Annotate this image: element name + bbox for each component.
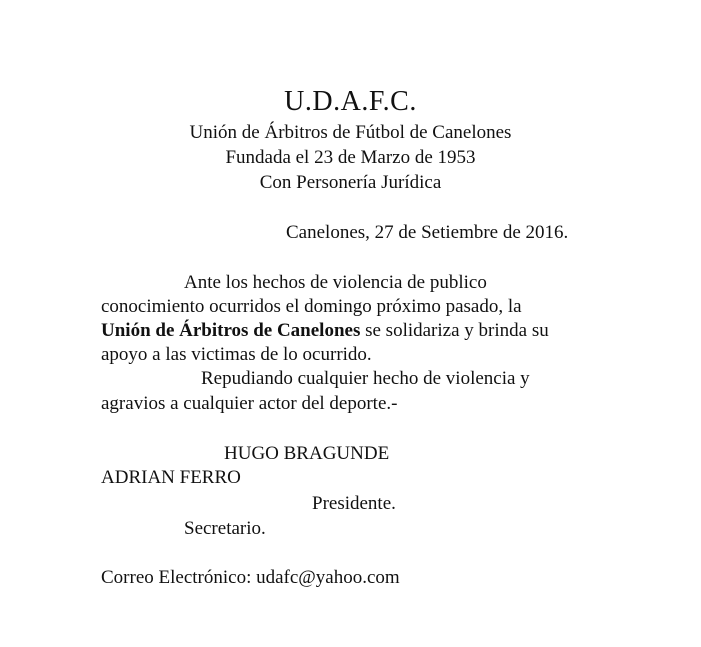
signature-name-president: HUGO BRAGUNDE (224, 443, 390, 464)
signature-role-secretary: Secretario. (184, 518, 266, 539)
signature-role-president: Presidente. (312, 493, 396, 514)
header-legal-status: Con Personería Jurídica (259, 172, 442, 193)
body-p2-line2: agravios a cualquier actor del deporte.- (101, 393, 398, 414)
date-line: Canelones, 27 de Setiembre de 2016. (286, 222, 569, 243)
header-full-name: Unión de Árbitros de Fútbol de Canelones (189, 122, 512, 143)
header-acronym: U.D.A.F.C. (284, 86, 417, 117)
organization-name-bold: Unión de Árbitros de Canelones (101, 320, 361, 341)
body-p2-line1: Repudiando cualquier hecho de violencia y (201, 368, 530, 389)
body-p1-line4: apoyo a las victimas de lo ocurrido. (101, 344, 372, 365)
body-p1-line3-rest: se solidariza y brinda su (360, 320, 549, 341)
contact-email: Correo Electrónico: udafc@yahoo.com (101, 567, 400, 588)
header-founded: Fundada el 23 de Marzo de 1953 (225, 147, 476, 168)
body-p1-line1: Ante los hechos de violencia de publico (184, 272, 487, 293)
signature-name-secretary: ADRIAN FERRO (101, 467, 241, 488)
body-p1-line3 (101, 319, 549, 343)
body-p1-line2: conocimiento ocurridos el domingo próximo pasado, la (101, 296, 522, 317)
